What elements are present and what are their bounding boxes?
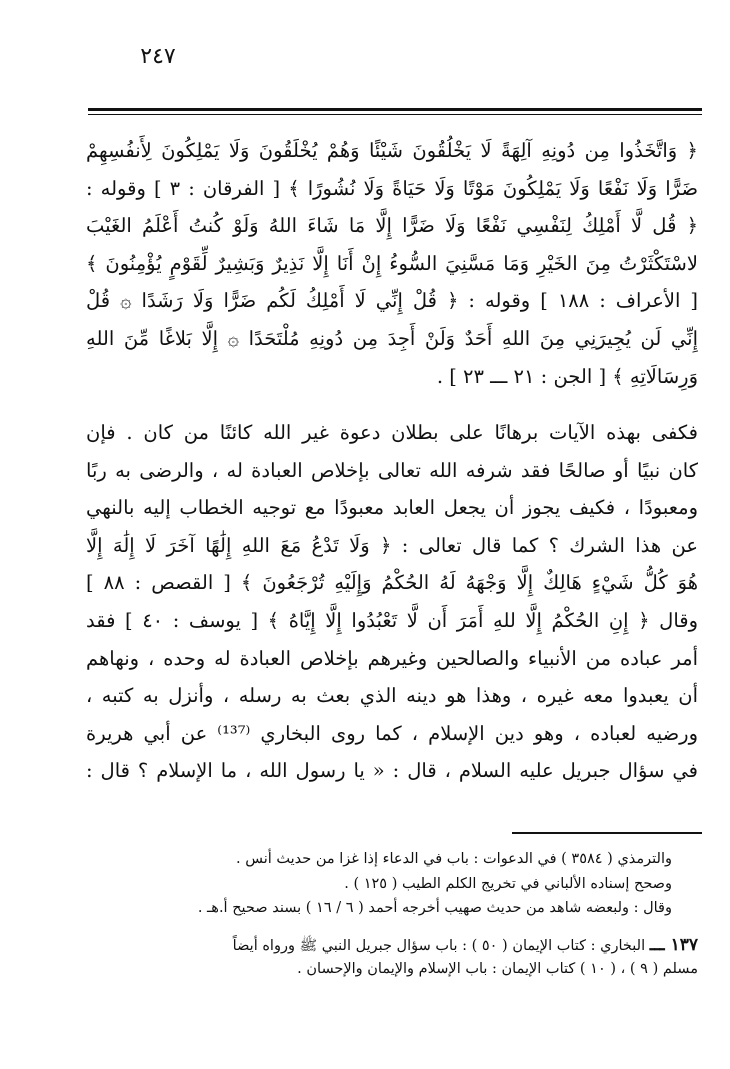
footnote-line: مسلم ( ٩ ) ، ( ١٠ ) كتاب الإيمان : باب الإسلام والإيمان والإحسان .: [297, 961, 698, 977]
footnote-line: وصحح إسناده الألباني في تخريج الكلم الطيب ( ١٢٥ ) .: [344, 875, 672, 892]
header-rule-thick: [88, 108, 702, 111]
text-line: ضَرًّا وَلَا نَفْعًا وَلَا يَمْلِكُونَ مَوْتًا وَلَا حَيَاةً وَلَا نُشُورًا ﴾ [ الفرقان : ٣ ] وقوله :: [86, 176, 698, 200]
text-line: ﴿ وَاتَّخَذُوا مِن دُونِهِ آلِهَةً لَا يَخْلُقُونَ شَيْئًا وَهُمْ يُخْلَقُونَ وَلَا يَمْلِكُونَ لِأَنفُسِهِمْ: [86, 139, 698, 162]
text-line: عن هذا الشرك ؟ كما قال تعالى : ﴿ وَلَا تَدْعُ مَعَ اللهِ إِلَٰهًا آخَرَ لَا إِلَٰهَ إِلَّا: [86, 533, 698, 557]
footnote-text: البخاري : كتاب الإيمان ( ٥٠ ) : باب سؤال جبريل النبي ﷺ ورواه أيضاً: [232, 937, 646, 954]
footnote-137: [86, 933, 698, 958]
quran-quotation-block: [86, 132, 698, 395]
header-rule-thin: [88, 114, 702, 115]
text-line: أمر عباده من الأنبياء والصالحين وغيرهم بإخلاص العبادة له وحده ، ونهاهم: [86, 646, 698, 670]
text-line: وقال ﴿ إِنِ الحُكْمُ إِلَّا للهِ أَمَرَ أَن لَّا تَعْبُدُوا إِلَّا إِيَّاهُ ﴾ [ يوسف : ٤٠ ] فقد: [86, 608, 698, 632]
page-number: ٢٤٧: [140, 44, 176, 69]
footnote-number: ١٣٧ ـــ: [649, 934, 698, 955]
text-line: كان نبيًا أو صالحًا فقد شرفه الله تعالى بإخلاص العبادة له ، والرضى به ربًا: [86, 458, 698, 482]
text-line: فكفى بهذه الآيات برهانًا على بطلان دعوة غير الله كائنًا من كان . فإن: [86, 421, 698, 444]
footnotes: [86, 847, 698, 982]
text-line: أن يعبدوا معه غيره ، وهذا هو دينه الذي بعث به رسله ، وأنزل به كتبه ،: [86, 684, 698, 708]
text-line: وَرِسَالَاتِهِ ﴾ [ الجن : ٢١ ـــ ٢٣ ] .: [436, 364, 698, 388]
text-line: في سؤال جبريل عليه السلام ، قال : « يا رسول الله ، ما الإسلام ؟ قال :: [86, 759, 698, 783]
text-line: إِنِّي لَن يُجِيرَنِي مِنَ اللهِ أَحَدٌ وَلَنْ أَجِدَ مِن دُونِهِ مُلْتَحَدًا ۞ إِلَّا بَلاغًا مِّنَ اللهِ: [86, 326, 698, 350]
text-line: [ الأعراف : ١٨٨ ] وقوله : ﴿ قُلْ إِنِّي لَا أَمْلِكُ لَكُم ضَرًّا وَلَا رَشَدًا ۞ قُلْ: [86, 289, 698, 313]
footnote-line: والترمذي ( ٣٥٨٤ ) في الدعوات : باب في الدعاء إذا غزا من حديث أنس .: [236, 851, 672, 867]
text-line: ورضيه لعباده ، وهو دين الإسلام ، كما روى البخاري ⁽¹³⁷⁾ عن أبي هريرة: [86, 721, 698, 745]
text-line: هُوَ كُلُّ شَيْءٍ هَالِكٌ إِلَّا وَجْهَهُ لَهُ الحُكْمُ وَإِلَيْهِ تُرْجَعُونَ ﴾ [ القصص : ٨٨ ]: [86, 571, 698, 595]
text-line: لاسْتَكْثَرْتُ مِنَ الخَيْرِ وَمَا مَسَّنِيَ السُّوءُ إِنْ أَنَا إِلَّا نَذِيرٌ وَبَشِيرٌ لِّقَوْمٍ يُؤْمِنُونَ ﴾: [86, 251, 698, 275]
text-line: ﴿ قُل لَّا أَمْلِكُ لِنَفْسِي نَفْعًا وَلَا ضَرًّا إِلَّا مَا شَاءَ اللهُ وَلَوْ كُنتُ أَعْلَمُ الغَيْبَ: [86, 214, 698, 238]
footnote-line: وقال : ولبعضه شاهد من حديث صهيب أخرجه أحمد ( ٦ / ١٦ ) بسند صحيح أ.هـ .: [197, 900, 672, 916]
prose-paragraph: [86, 414, 698, 790]
footnote-separator: [512, 832, 702, 834]
text-line: ومعبودًا ، فكيف يجوز أن يجعل العابد معبودًا مع توجيه الخطاب إليه بالنهي: [86, 496, 698, 520]
